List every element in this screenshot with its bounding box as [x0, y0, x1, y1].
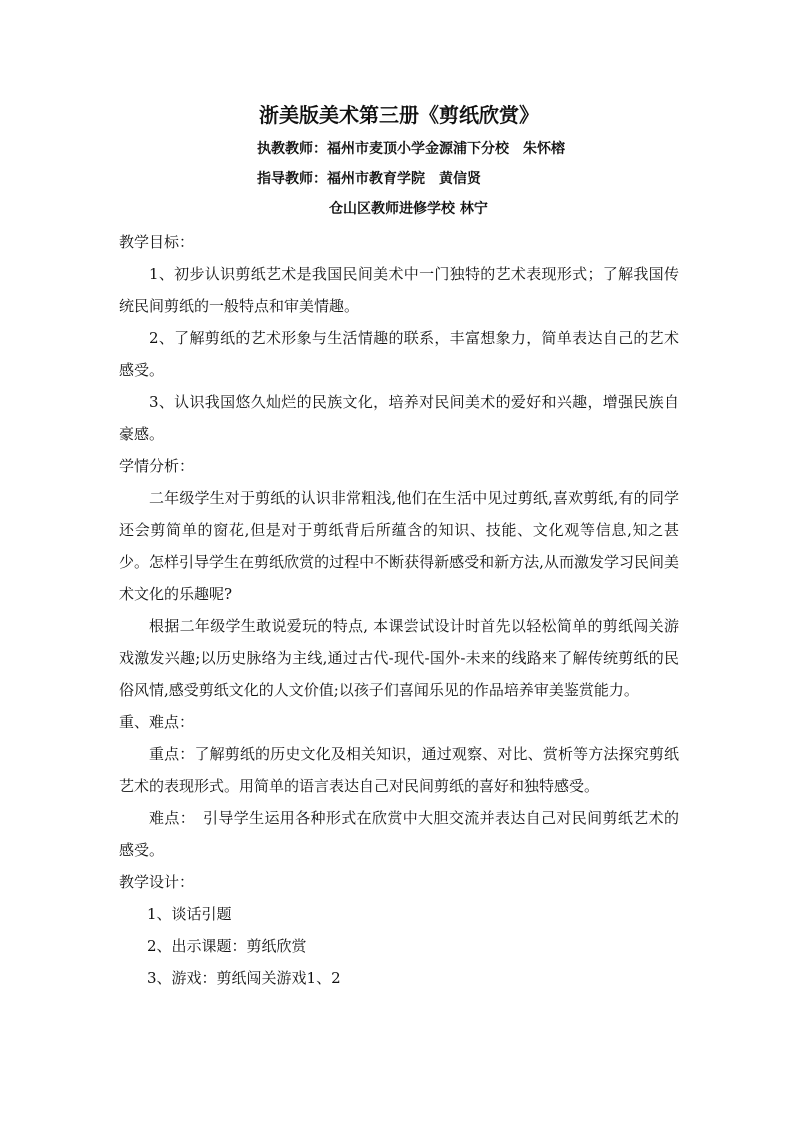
credit-teacher: 执教教师：福州市麦顶小学金源浦下分校 朱怀榕 [257, 141, 565, 157]
keypoint-paragraph: 重点：了解剪纸的历史文化及相关知识，通过观察、对比、赏析等方法探究剪纸艺术的表现形式。用简单的语言表达自己对民间剪纸的喜好和独特感受。 [119, 745, 679, 795]
design-step: 3、游戏：剪纸闯关游戏1、2 [147, 969, 341, 987]
keypoints-heading: 重、难点： [119, 713, 195, 731]
objective-item: 3、认识我国悠久灿烂的民族文化，培养对民间美术的爱好和兴趣，增强民族自豪感。 [119, 393, 679, 443]
credit-school: 仓山区教师进修学校 林宁 [329, 201, 488, 217]
objective-item: 1、初步认识剪纸艺术是我国民间美术中一门独特的艺术表现形式；了解我国传统民间剪纸的一般特点和审美情趣。 [119, 265, 679, 315]
document-page [119, 98, 679, 994]
design-heading: 教学设计： [119, 873, 195, 891]
difficulty-paragraph: 难点： 引导学生运用各种形式在欣赏中大胆交流并表达自己对民间剪纸艺术的感受。 [119, 809, 679, 859]
design-step: 2、出示课题：剪纸欣赏 [147, 937, 307, 955]
design-step: 1、谈话引题 [147, 905, 232, 923]
analysis-paragraph: 二年级学生对于剪纸的认识非常粗浅,他们在生活中见过剪纸,喜欢剪纸,有的同学还会剪简单的窗花,但是对于剪纸背后所蕴含的知识、技能、文化观等信息,知之甚少。怎样引导学生在剪纸欣赏的过程中不断获得新感受和新方法,从而激发学习民间美术文化的乐趣呢? [119, 489, 679, 603]
analysis-heading: 学情分析： [119, 457, 195, 475]
document-title: 浙美版美术第三册《剪纸欣赏》 [259, 103, 539, 127]
credit-advisor: 指导教师：福州市教育学院 黄信贤 [257, 171, 481, 187]
analysis-paragraph: 根据二年级学生敢说爱玩的特点, 本课尝试设计时首先以轻松简单的剪纸闯关游戏激发兴趣;以历史脉络为主线,通过古代-现代-国外-未来的线路来了解传统剪纸的民俗风情,感受剪纸文化的人文价值;以孩子们喜闻乐见的作品培养审美鉴赏能力。 [119, 617, 679, 699]
objective-item: 2、了解剪纸的艺术形象与生活情趣的联系，丰富想象力，简单表达自己的艺术感受。 [119, 329, 679, 379]
objectives-heading: 教学目标： [119, 233, 195, 251]
